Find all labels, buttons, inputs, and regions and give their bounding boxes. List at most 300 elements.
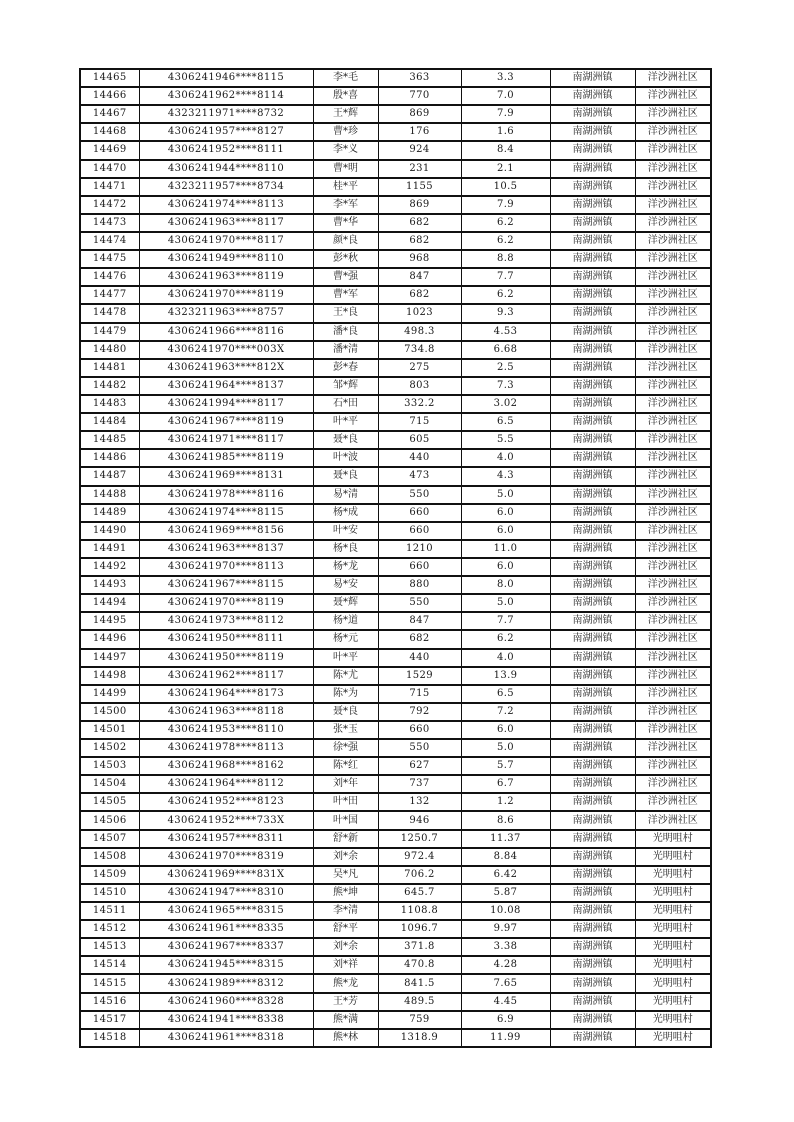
- cell-town: 南湖洲镇: [550, 504, 635, 522]
- cell-name: 曹*强: [313, 268, 378, 286]
- cell-village: 洋沙洲社区: [635, 232, 711, 250]
- cell-village: 洋沙洲社区: [635, 413, 711, 431]
- cell-town: 南湖洲镇: [550, 739, 635, 757]
- cell-id-number: 4306241970****8117: [139, 232, 313, 250]
- cell-town: 南湖洲镇: [550, 830, 635, 848]
- cell-name: 彭*秋: [313, 250, 378, 268]
- cell-rate: 6.7: [461, 775, 550, 793]
- cell-id-number: 4306241967****8119: [139, 413, 313, 431]
- table-row: [80, 105, 711, 123]
- cell-amount: 715: [378, 685, 461, 703]
- table-row: [80, 884, 711, 902]
- cell-village: 洋沙洲社区: [635, 486, 711, 504]
- cell-town: 南湖洲镇: [550, 431, 635, 449]
- table-row: [80, 703, 711, 721]
- cell-name: 杨*良: [313, 540, 378, 558]
- cell-name: 叶*平: [313, 413, 378, 431]
- cell-seq: 14481: [80, 359, 139, 377]
- cell-village: 光明咀村: [635, 993, 711, 1011]
- cell-town: 南湖洲镇: [550, 630, 635, 648]
- cell-name: 叶*安: [313, 522, 378, 540]
- cell-rate: 5.7: [461, 757, 550, 775]
- table-row: [80, 69, 711, 87]
- table-row: [80, 612, 711, 630]
- cell-name: 潘*清: [313, 341, 378, 359]
- cell-amount: 869: [378, 196, 461, 214]
- cell-seq: 14516: [80, 993, 139, 1011]
- cell-amount: 132: [378, 793, 461, 811]
- cell-amount: 715: [378, 413, 461, 431]
- table-row: [80, 395, 711, 413]
- cell-amount: 770: [378, 87, 461, 105]
- cell-id-number: 4306241967****8115: [139, 576, 313, 594]
- table-row: [80, 938, 711, 956]
- cell-id-number: 4306241947****8310: [139, 884, 313, 902]
- cell-seq: 14510: [80, 884, 139, 902]
- cell-name: 李*军: [313, 196, 378, 214]
- table-row: [80, 431, 711, 449]
- cell-id-number: 4306241953****8110: [139, 721, 313, 739]
- cell-id-number: 4306241994****8117: [139, 395, 313, 413]
- cell-village: 洋沙洲社区: [635, 250, 711, 268]
- cell-village: 洋沙洲社区: [635, 323, 711, 341]
- cell-name: 杨*道: [313, 612, 378, 630]
- cell-id-number: 4306241963****8119: [139, 268, 313, 286]
- table-row: [80, 323, 711, 341]
- cell-town: 南湖洲镇: [550, 323, 635, 341]
- cell-town: 南湖洲镇: [550, 540, 635, 558]
- cell-village: 洋沙洲社区: [635, 467, 711, 485]
- cell-village: 洋沙洲社区: [635, 739, 711, 757]
- cell-rate: 6.9: [461, 1011, 550, 1029]
- cell-rate: 6.42: [461, 866, 550, 884]
- cell-amount: 847: [378, 268, 461, 286]
- cell-village: 洋沙洲社区: [635, 630, 711, 648]
- table-row: [80, 304, 711, 322]
- cell-id-number: 4323211957****8734: [139, 178, 313, 196]
- cell-id-number: 4306241957****8127: [139, 123, 313, 141]
- cell-village: 光明咀村: [635, 884, 711, 902]
- cell-name: 李*义: [313, 141, 378, 159]
- cell-id-number: 4306241970****8119: [139, 594, 313, 612]
- cell-town: 南湖洲镇: [550, 214, 635, 232]
- cell-village: 洋沙洲社区: [635, 69, 711, 87]
- cell-village: 洋沙洲社区: [635, 341, 711, 359]
- table-row: [80, 377, 711, 395]
- cell-seq: 14487: [80, 467, 139, 485]
- cell-village: 洋沙洲社区: [635, 178, 711, 196]
- cell-village: 洋沙洲社区: [635, 431, 711, 449]
- cell-rate: 7.2: [461, 703, 550, 721]
- cell-name: 曹*华: [313, 214, 378, 232]
- cell-village: 洋沙洲社区: [635, 540, 711, 558]
- cell-village: 光明咀村: [635, 1011, 711, 1029]
- cell-rate: 11.0: [461, 540, 550, 558]
- cell-village: 洋沙洲社区: [635, 377, 711, 395]
- cell-seq: 14482: [80, 377, 139, 395]
- cell-rate: 5.0: [461, 594, 550, 612]
- cell-id-number: 4306241961****8318: [139, 1029, 313, 1047]
- cell-name: 曹*明: [313, 160, 378, 178]
- cell-town: 南湖洲镇: [550, 377, 635, 395]
- cell-seq: 14517: [80, 1011, 139, 1029]
- cell-town: 南湖洲镇: [550, 685, 635, 703]
- cell-id-number: 4306241962****8117: [139, 667, 313, 685]
- cell-rate: 2.5: [461, 359, 550, 377]
- cell-amount: 869: [378, 105, 461, 123]
- table-row: [80, 902, 711, 920]
- cell-rate: 9.97: [461, 920, 550, 938]
- cell-rate: 7.7: [461, 268, 550, 286]
- cell-rate: 7.7: [461, 612, 550, 630]
- cell-name: 杨*龙: [313, 558, 378, 576]
- cell-seq: 14497: [80, 649, 139, 667]
- cell-name: 易*清: [313, 486, 378, 504]
- cell-rate: 7.65: [461, 974, 550, 992]
- cell-amount: 682: [378, 286, 461, 304]
- cell-village: 洋沙洲社区: [635, 141, 711, 159]
- cell-amount: 231: [378, 160, 461, 178]
- cell-rate: 4.53: [461, 323, 550, 341]
- cell-id-number: 4306241963****8117: [139, 214, 313, 232]
- cell-town: 南湖洲镇: [550, 486, 635, 504]
- table-row: [80, 522, 711, 540]
- cell-rate: 7.3: [461, 377, 550, 395]
- cell-village: 洋沙洲社区: [635, 359, 711, 377]
- cell-town: 南湖洲镇: [550, 1029, 635, 1047]
- cell-town: 南湖洲镇: [550, 667, 635, 685]
- cell-village: 洋沙洲社区: [635, 594, 711, 612]
- cell-amount: 706.2: [378, 866, 461, 884]
- cell-id-number: 4306241963****8137: [139, 540, 313, 558]
- cell-amount: 924: [378, 141, 461, 159]
- cell-village: 洋沙洲社区: [635, 522, 711, 540]
- cell-amount: 1318.9: [378, 1029, 461, 1047]
- cell-seq: 14501: [80, 721, 139, 739]
- cell-name: 熊*坤: [313, 884, 378, 902]
- cell-amount: 660: [378, 522, 461, 540]
- cell-seq: 14473: [80, 214, 139, 232]
- cell-id-number: 4306241963****812X: [139, 359, 313, 377]
- table-row: [80, 178, 711, 196]
- cell-seq: 14465: [80, 69, 139, 87]
- table-row: [80, 232, 711, 250]
- cell-id-number: 4306241949****8110: [139, 250, 313, 268]
- table-row: [80, 359, 711, 377]
- cell-id-number: 4306241969****8156: [139, 522, 313, 540]
- table-row: [80, 721, 711, 739]
- cell-name: 李*清: [313, 902, 378, 920]
- cell-village: 光明咀村: [635, 1029, 711, 1047]
- cell-rate: 5.87: [461, 884, 550, 902]
- cell-amount: 1023: [378, 304, 461, 322]
- cell-amount: 803: [378, 377, 461, 395]
- cell-rate: 6.5: [461, 685, 550, 703]
- cell-id-number: 4306241964****8137: [139, 377, 313, 395]
- cell-rate: 6.68: [461, 341, 550, 359]
- cell-town: 南湖洲镇: [550, 141, 635, 159]
- cell-village: 洋沙洲社区: [635, 395, 711, 413]
- cell-id-number: 4306241957****8311: [139, 830, 313, 848]
- table-row: [80, 87, 711, 105]
- table-row: [80, 268, 711, 286]
- cell-amount: 682: [378, 232, 461, 250]
- cell-amount: 660: [378, 558, 461, 576]
- cell-rate: 6.0: [461, 721, 550, 739]
- cell-seq: 14478: [80, 304, 139, 322]
- cell-town: 南湖洲镇: [550, 413, 635, 431]
- cell-id-number: 4306241961****8335: [139, 920, 313, 938]
- cell-id-number: 4306241960****8328: [139, 993, 313, 1011]
- cell-village: 光明咀村: [635, 974, 711, 992]
- cell-seq: 14493: [80, 576, 139, 594]
- cell-name: 陈*为: [313, 685, 378, 703]
- cell-amount: 498.3: [378, 323, 461, 341]
- cell-town: 南湖洲镇: [550, 757, 635, 775]
- cell-amount: 841.5: [378, 974, 461, 992]
- cell-seq: 14502: [80, 739, 139, 757]
- cell-seq: 14518: [80, 1029, 139, 1047]
- cell-seq: 14508: [80, 848, 139, 866]
- cell-village: 洋沙洲社区: [635, 811, 711, 829]
- cell-amount: 550: [378, 594, 461, 612]
- cell-amount: 972.4: [378, 848, 461, 866]
- cell-seq: 14480: [80, 341, 139, 359]
- cell-village: 光明咀村: [635, 866, 711, 884]
- cell-village: 光明咀村: [635, 848, 711, 866]
- cell-name: 熊*龙: [313, 974, 378, 992]
- cell-name: 聂*辉: [313, 594, 378, 612]
- cell-town: 南湖洲镇: [550, 250, 635, 268]
- cell-id-number: 4306241952****8111: [139, 141, 313, 159]
- cell-rate: 8.6: [461, 811, 550, 829]
- cell-village: 光明咀村: [635, 956, 711, 974]
- cell-rate: 6.5: [461, 413, 550, 431]
- cell-name: 王*辉: [313, 105, 378, 123]
- cell-town: 南湖洲镇: [550, 938, 635, 956]
- cell-amount: 1096.7: [378, 920, 461, 938]
- cell-town: 南湖洲镇: [550, 105, 635, 123]
- cell-rate: 4.28: [461, 956, 550, 974]
- table-row: [80, 196, 711, 214]
- cell-id-number: 4306241970****8319: [139, 848, 313, 866]
- cell-seq: 14512: [80, 920, 139, 938]
- cell-seq: 14466: [80, 87, 139, 105]
- cell-seq: 14479: [80, 323, 139, 341]
- cell-village: 光明咀村: [635, 830, 711, 848]
- table-row: [80, 540, 711, 558]
- cell-seq: 14474: [80, 232, 139, 250]
- table-row: [80, 341, 711, 359]
- table-row: [80, 830, 711, 848]
- cell-rate: 5.0: [461, 486, 550, 504]
- cell-seq: 14505: [80, 793, 139, 811]
- cell-town: 南湖洲镇: [550, 449, 635, 467]
- cell-town: 南湖洲镇: [550, 612, 635, 630]
- cell-id-number: 4306241966****8116: [139, 323, 313, 341]
- cell-village: 洋沙洲社区: [635, 504, 711, 522]
- cell-rate: 3.38: [461, 938, 550, 956]
- cell-village: 洋沙洲社区: [635, 703, 711, 721]
- cell-rate: 9.3: [461, 304, 550, 322]
- table-row: [80, 486, 711, 504]
- cell-seq: 14498: [80, 667, 139, 685]
- cell-village: 洋沙洲社区: [635, 123, 711, 141]
- cell-town: 南湖洲镇: [550, 920, 635, 938]
- cell-seq: 14492: [80, 558, 139, 576]
- cell-rate: 7.9: [461, 196, 550, 214]
- cell-rate: 5.0: [461, 739, 550, 757]
- cell-amount: 440: [378, 449, 461, 467]
- cell-rate: 8.0: [461, 576, 550, 594]
- cell-town: 南湖洲镇: [550, 793, 635, 811]
- cell-town: 南湖洲镇: [550, 232, 635, 250]
- cell-town: 南湖洲镇: [550, 956, 635, 974]
- table-row: [80, 504, 711, 522]
- cell-town: 南湖洲镇: [550, 268, 635, 286]
- table-row: [80, 775, 711, 793]
- cell-village: 光明咀村: [635, 938, 711, 956]
- cell-name: 桂*平: [313, 178, 378, 196]
- table-row: [80, 123, 711, 141]
- cell-name: 刘*余: [313, 938, 378, 956]
- cell-seq: 14514: [80, 956, 139, 974]
- cell-name: 易*安: [313, 576, 378, 594]
- cell-town: 南湖洲镇: [550, 69, 635, 87]
- table-row: [80, 214, 711, 232]
- cell-seq: 14472: [80, 196, 139, 214]
- cell-amount: 627: [378, 757, 461, 775]
- cell-name: 杨*成: [313, 504, 378, 522]
- data-table: [79, 68, 712, 1048]
- table-row: [80, 594, 711, 612]
- cell-amount: 275: [378, 359, 461, 377]
- cell-amount: 880: [378, 576, 461, 594]
- cell-seq: 14495: [80, 612, 139, 630]
- cell-id-number: 4306241950****8119: [139, 649, 313, 667]
- cell-id-number: 4306241970****8113: [139, 558, 313, 576]
- cell-name: 刘*年: [313, 775, 378, 793]
- cell-amount: 470.8: [378, 956, 461, 974]
- cell-amount: 968: [378, 250, 461, 268]
- cell-seq: 14476: [80, 268, 139, 286]
- cell-town: 南湖洲镇: [550, 467, 635, 485]
- cell-name: 曹*军: [313, 286, 378, 304]
- table-row: [80, 160, 711, 178]
- cell-rate: 3.3: [461, 69, 550, 87]
- cell-village: 洋沙洲社区: [635, 449, 711, 467]
- cell-name: 叶*田: [313, 793, 378, 811]
- cell-village: 洋沙洲社区: [635, 793, 711, 811]
- table-row: [80, 920, 711, 938]
- cell-id-number: 4306241952****8123: [139, 793, 313, 811]
- cell-rate: 4.0: [461, 449, 550, 467]
- cell-town: 南湖洲镇: [550, 395, 635, 413]
- cell-name: 王*芳: [313, 993, 378, 1011]
- cell-village: 洋沙洲社区: [635, 649, 711, 667]
- table-row: [80, 1029, 711, 1047]
- cell-seq: 14467: [80, 105, 139, 123]
- cell-rate: 6.2: [461, 232, 550, 250]
- cell-village: 洋沙洲社区: [635, 775, 711, 793]
- cell-name: 吴*凡: [313, 866, 378, 884]
- cell-amount: 792: [378, 703, 461, 721]
- table-row: [80, 576, 711, 594]
- table-row: [80, 848, 711, 866]
- table-row: [80, 286, 711, 304]
- cell-id-number: 4306241967****8337: [139, 938, 313, 956]
- cell-village: 光明咀村: [635, 902, 711, 920]
- cell-seq: 14500: [80, 703, 139, 721]
- cell-amount: 682: [378, 214, 461, 232]
- cell-id-number: 4306241969****8131: [139, 467, 313, 485]
- cell-id-number: 4306241970****8119: [139, 286, 313, 304]
- cell-town: 南湖洲镇: [550, 649, 635, 667]
- cell-rate: 1.6: [461, 123, 550, 141]
- table-row: [80, 757, 711, 775]
- cell-name: 张*玉: [313, 721, 378, 739]
- cell-seq: 14469: [80, 141, 139, 159]
- cell-id-number: 4306241969****831X: [139, 866, 313, 884]
- cell-rate: 6.0: [461, 558, 550, 576]
- cell-rate: 5.5: [461, 431, 550, 449]
- table-row: [80, 413, 711, 431]
- cell-village: 光明咀村: [635, 920, 711, 938]
- cell-village: 洋沙洲社区: [635, 87, 711, 105]
- cell-town: 南湖洲镇: [550, 178, 635, 196]
- cell-town: 南湖洲镇: [550, 558, 635, 576]
- cell-rate: 10.5: [461, 178, 550, 196]
- table-row: [80, 956, 711, 974]
- cell-rate: 1.2: [461, 793, 550, 811]
- table-row: [80, 793, 711, 811]
- cell-rate: 10.08: [461, 902, 550, 920]
- cell-id-number: 4306241970****003X: [139, 341, 313, 359]
- cell-amount: 847: [378, 612, 461, 630]
- cell-id-number: 4306241971****8117: [139, 431, 313, 449]
- cell-seq: 14475: [80, 250, 139, 268]
- table-row: [80, 667, 711, 685]
- cell-name: 刘*余: [313, 848, 378, 866]
- cell-town: 南湖洲镇: [550, 576, 635, 594]
- cell-amount: 759: [378, 1011, 461, 1029]
- cell-seq: 14506: [80, 811, 139, 829]
- cell-rate: 6.0: [461, 504, 550, 522]
- cell-name: 陈*红: [313, 757, 378, 775]
- cell-name: 熊*林: [313, 1029, 378, 1047]
- cell-rate: 4.3: [461, 467, 550, 485]
- cell-rate: 11.99: [461, 1029, 550, 1047]
- cell-village: 洋沙洲社区: [635, 268, 711, 286]
- cell-village: 洋沙洲社区: [635, 576, 711, 594]
- cell-rate: 4.0: [461, 649, 550, 667]
- cell-name: 曹*珍: [313, 123, 378, 141]
- cell-rate: 8.84: [461, 848, 550, 866]
- table-row: [80, 649, 711, 667]
- cell-seq: 14489: [80, 504, 139, 522]
- cell-amount: 645.7: [378, 884, 461, 902]
- cell-town: 南湖洲镇: [550, 884, 635, 902]
- cell-amount: 1250.7: [378, 830, 461, 848]
- cell-name: 邹*辉: [313, 377, 378, 395]
- cell-amount: 605: [378, 431, 461, 449]
- cell-name: 李*毛: [313, 69, 378, 87]
- cell-seq: 14494: [80, 594, 139, 612]
- cell-id-number: 4306241952****733X: [139, 811, 313, 829]
- cell-seq: 14470: [80, 160, 139, 178]
- table-row: [80, 811, 711, 829]
- cell-id-number: 4306241945****8315: [139, 956, 313, 974]
